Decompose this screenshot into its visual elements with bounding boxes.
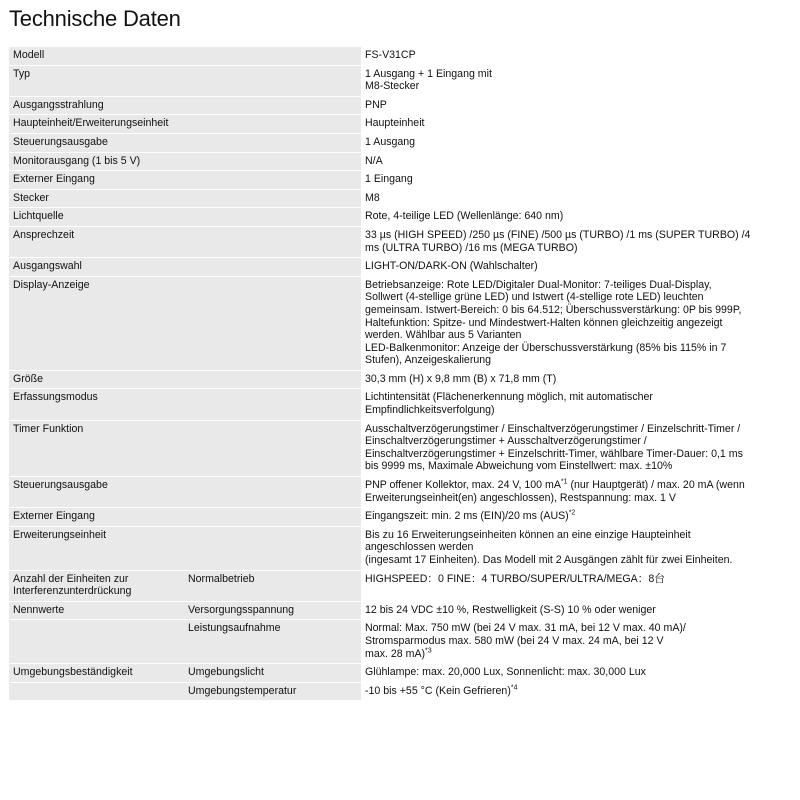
value-line: PNP offener Kollektor, max. 24 V, 100 mA [365, 479, 561, 492]
row-label: Stecker [9, 190, 361, 208]
table-row-ausgangswahl [9, 258, 792, 276]
row-label: Haupteinheit/Erweiterungseinheit [9, 115, 361, 133]
row-value [361, 620, 792, 663]
value-line: Eingangszeit: min. 2 ms (EIN)/20 ms (AUS) [365, 510, 569, 523]
footnote-marker: *4 [510, 684, 518, 692]
value-line: Sollwert (4-stellige grüne LED) und Istwert (4-stellige rote LED) leuchten [365, 291, 704, 304]
table-row-display-anzeige [9, 277, 792, 370]
value-line: Einschaltverzögerungstimer + Ausschaltverzögerungstimer / [365, 435, 647, 448]
label-line: Anzahl der Einheiten zur [13, 572, 129, 585]
row-value: Rote, 4-teilige LED (Wellenlänge: 640 nm) [361, 208, 792, 226]
value-line: Lichtintensität (Flächenerkennung möglich, mit automatischer [365, 391, 653, 404]
row-value: 1 Ausgang [361, 134, 792, 152]
table-row-modell [9, 47, 792, 65]
row-label-continued [9, 683, 184, 701]
row-label: Ausgangsstrahlung [9, 97, 361, 115]
row-label: Ausgangswahl [9, 258, 361, 276]
value-line: bis 9999 ms, Maximale Abweichung vom Einstellwert: max. ±10% [365, 460, 673, 473]
table-row-interferenz [9, 571, 792, 601]
table-row-haupteinheit [9, 115, 792, 133]
footnote-marker: *2 [568, 509, 576, 517]
value-line: Stufen), Anzeigeskalierung [365, 354, 492, 367]
table-row-lichtquelle [9, 208, 792, 226]
value-line: Erweiterungseinheit(en) angeschlossen), Restspannung: max. 1 V [365, 491, 676, 504]
value-line: 1 Ausgang + 1 Eingang mit [365, 67, 492, 80]
value-line: (nur Hauptgerät) / max. 20 mA (wenn [567, 479, 745, 492]
row-value: 30,3 mm (H) x 9,8 mm (B) x 71,8 mm (T) [361, 371, 792, 389]
table-row-umgebungstemperatur [9, 683, 792, 701]
table-row-typ [9, 66, 792, 96]
row-label: Umgebungsbeständigkeit [9, 664, 184, 682]
table-row-leistungsaufnahme [9, 620, 792, 663]
table-row-externer-eingang-detail [9, 508, 792, 526]
row-value [361, 421, 792, 476]
table-row-externer-eingang [9, 171, 792, 189]
row-value: Haupteinheit [361, 115, 792, 133]
value-line: max. 28 mA) [365, 647, 426, 660]
table-row-groesse [9, 371, 792, 389]
row-value: PNP [361, 97, 792, 115]
row-label: Lichtquelle [9, 208, 361, 226]
row-value: HIGHSPEED：0 FINE：4 TURBO/SUPER/ULTRA/MEGA：8台 [361, 571, 792, 601]
row-label: Monitorausgang (1 bis 5 V) [9, 153, 361, 171]
value-line: -10 bis +55 °C (Kein Gefrieren) [365, 684, 511, 697]
row-label: Nennwerte [9, 602, 184, 620]
row-label: Erweiterungseinheit [9, 527, 361, 570]
row-value [361, 527, 792, 570]
table-row-steuerungsausgabe [9, 134, 792, 152]
table-row-monitorausgang [9, 153, 792, 171]
row-label [9, 571, 184, 601]
row-value: FS-V31CP [361, 47, 792, 65]
table-row-erweiterungseinheit [9, 527, 792, 570]
footnote-marker: *1 [560, 478, 568, 486]
value-line: Normal: Max. 750 mW (bei 24 V max. 31 mA, bei 12 V max. 40 mA)/ [365, 622, 686, 635]
table-row-timer-funktion [9, 421, 792, 476]
row-value [361, 389, 792, 419]
value-line: werden. Wählbar aus 5 Varianten [365, 329, 522, 342]
row-value: Glühlampe: max. 20,000 Lux, Sonnenlicht: max. 30,000 Lux [361, 664, 792, 682]
table-row-steuerungsausgabe-detail [9, 477, 792, 507]
row-sublabel: Umgebungslicht [184, 664, 361, 682]
row-label: Display-Anzeige [9, 277, 361, 370]
row-value [361, 683, 792, 701]
row-label: Typ [9, 66, 361, 96]
row-value [361, 66, 792, 96]
value-line: LED-Balkenmonitor: Anzeige der Überschussverstärkung (85% bis 115% in 7 [365, 341, 727, 354]
value-line: Haltefunktion: Spitze- und Mindestwert-Halten können gleichzeitig angezeigt [365, 316, 723, 329]
footnote-marker: *3 [425, 647, 432, 655]
row-value: M8 [361, 190, 792, 208]
row-label: Erfassungsmodus [9, 389, 361, 419]
value-line: Betriebsanzeige: Rote LED/Digitaler Dual-Monitor: 7-teiliges Dual-Display, [365, 278, 712, 291]
row-value [361, 477, 792, 507]
spec-table [9, 46, 792, 701]
row-value: 12 bis 24 VDC ±10 %, Restwelligkeit (S-S) 10 % oder weniger [361, 602, 792, 620]
label-line: Interferenzunterdrückung [13, 585, 132, 598]
table-row-ausgangsstrahlung [9, 97, 792, 115]
row-sublabel: Leistungsaufnahme [184, 620, 361, 663]
value-line: angeschlossen werden [365, 541, 474, 554]
row-value: LIGHT-ON/DARK-ON (Wahlschalter) [361, 258, 792, 276]
value-line: (ingesamt 17 Einheiten). Das Modell mit 2 Ausgängen zählt für zwei Einheiten. [365, 554, 733, 566]
row-value: N/A [361, 153, 792, 171]
value-line: Bis zu 16 Erweiterungseinheiten können an eine einzige Haupteinheit [365, 528, 691, 541]
row-label: Ansprechzeit [9, 227, 361, 257]
value-line: 33 µs (HIGH SPEED) /250 µs (FINE) /500 µs (TURBO) /1 ms (SUPER TURBO) /4 [365, 228, 751, 241]
table-row-stecker [9, 190, 792, 208]
row-label: Externer Eingang [9, 508, 361, 526]
row-sublabel: Normalbetrieb [184, 571, 361, 601]
value-line: Empfindlichkeitsverfolgung) [365, 404, 495, 417]
value-line: M8-Stecker [365, 80, 420, 93]
row-sublabel: Versorgungsspannung [184, 602, 361, 620]
table-row-erfassungsmodus [9, 389, 792, 419]
page-title: Technische Daten [9, 6, 181, 31]
row-value: 1 Eingang [361, 171, 792, 189]
value-line: Einschaltverzögerungstimer + Einzelschritt-Timer, wählbare Timer-Dauer: 0,1 ms [365, 447, 743, 460]
row-label: Timer Funktion [9, 421, 361, 476]
row-label: Steuerungsausgabe [9, 477, 361, 507]
value-line: Ausschaltverzögerungstimer / Einschaltverzögerungstimer / Einzelschritt-Timer / [365, 422, 741, 435]
value-line: ms (ULTRA TURBO) /16 ms (MEGA TURBO) [365, 241, 578, 254]
row-label-continued [9, 620, 184, 663]
row-label: Modell [9, 47, 361, 65]
row-label: Steuerungsausgabe [9, 134, 361, 152]
value-line: gemeinsam. Istwert-Bereich: 0 bis 64.512; Überschussverstärkung: 0P bis 999P, [365, 303, 742, 316]
row-label: Externer Eingang [9, 171, 361, 189]
row-value [361, 277, 792, 370]
value-line: Stromsparmodus max. 580 mW (bei 24 V max. 24 mA, bei 12 V [365, 634, 664, 647]
row-sublabel: Umgebungstemperatur [184, 683, 361, 701]
table-row-versorgungsspannung [9, 602, 792, 620]
row-value [361, 227, 792, 257]
table-row-ansprechzeit [9, 227, 792, 257]
row-label: Größe [9, 371, 361, 389]
row-value [361, 508, 792, 526]
table-row-umgebungslicht [9, 664, 792, 682]
